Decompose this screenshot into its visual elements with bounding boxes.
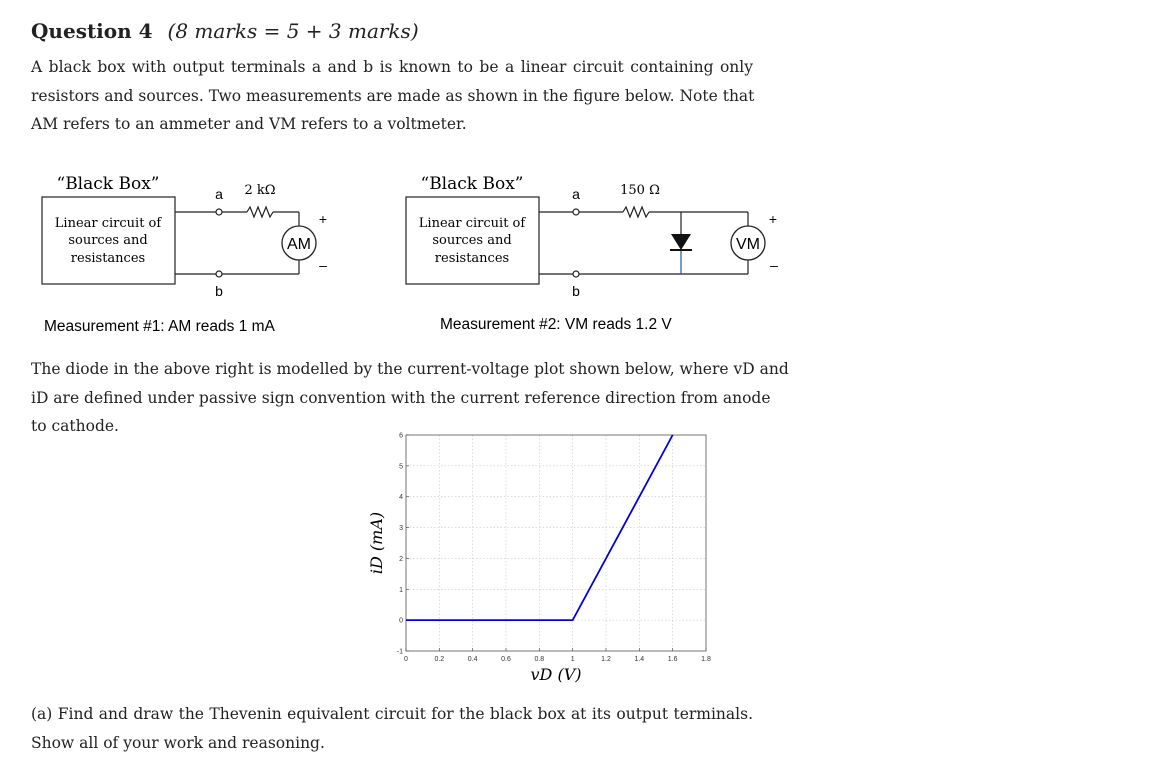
diode-line: iD are defined under passive sign convention with the current reference direction from anode [31,388,771,407]
x-tick-label: 0.4 [467,656,478,663]
x-tick-label: 0.2 [434,656,445,663]
circuit-2-box-title: “Black Box” [420,174,524,194]
terminal-a-node [216,209,222,215]
diode-icon [671,234,691,250]
circuit-2-caption: Measurement #2: VM reads 1.2 V [440,316,672,333]
circuit-1-box-title: “Black Box” [56,174,160,194]
chart-plot-frame [406,435,706,651]
circuit-2-box-line: sources and [432,233,512,248]
circuit-1-resistor-label: 2 kΩ [244,183,276,198]
circuit-2-diagram [380,160,800,340]
x-tick-label: 1.4 [634,656,645,663]
x-tick-label: 1.2 [601,656,611,663]
diode-line: to cathode. [31,417,119,435]
circuit-1-diagram [0,160,380,340]
circuit-1-terminal-a: a [215,186,223,202]
intro-paragraph [31,53,753,139]
chart-ticks [397,433,711,664]
intro-line: AM refers to an ammeter and VM refers to a voltmeter. [31,115,467,133]
y-tick-label: 1 [399,586,403,594]
question-title [31,19,419,43]
y-tick-label: 4 [399,494,403,502]
circuit-2-box-line: Linear circuit of [418,216,526,231]
terminal-b-node [573,271,579,277]
y-tick-label: 3 [399,525,403,533]
question-number: Question 4 [31,19,153,43]
diode-line: The diode in the above right is modelled by the current-voltage plot shown below, where vD and [31,360,789,378]
circuit-2-terminal-a: a [572,186,580,202]
question-marks: (8 marks = 5 + 3 marks) [167,19,419,43]
intro-line: A black box with output terminals a and b is known to be a linear circuit containing only [31,58,753,76]
circuit-1-meter-label: AM [287,236,311,253]
chart-grid [406,435,706,651]
part-a-paragraph [31,700,753,757]
y-tick-label: 2 [399,555,403,563]
terminal-b-node [216,271,222,277]
x-tick-label: 1.8 [701,656,711,663]
part-a-line: Show all of your work and reasoning. [31,733,325,752]
circuit-2-minus: – [770,257,778,273]
y-tick-label: 5 [399,463,403,471]
circuit-1-box-line: sources and [68,233,148,248]
circuit-2-plus: + [768,211,778,227]
circuit-1-plus: + [318,211,328,227]
circuit-1-terminal-b: b [215,283,223,299]
x-tick-label: 0.6 [501,656,511,663]
circuit-2-resistor-label: 150 Ω [620,183,660,198]
circuit-1-caption: Measurement #1: AM reads 1 mA [44,318,275,335]
part-a-line: (a) Find and draw the Thevenin equivalent circuit for the black box at its output terminals. [31,705,753,723]
x-tick-label: 1 [570,656,575,663]
circuit-1-box-line: resistances [70,251,146,266]
x-tick-label: 1.6 [667,656,678,663]
circuit-1-box-line: Linear circuit of [54,216,162,231]
x-tick-label: 0.8 [534,656,545,663]
resistor-150-symbol [623,207,649,217]
y-tick-label: 6 [399,432,403,440]
y-tick-label: -1 [396,648,403,656]
circuit-1-wiring [175,207,299,274]
circuit-2-terminal-b: b [572,283,580,299]
terminal-a-node [573,209,579,215]
y-tick-label: 0 [399,617,403,625]
resistor-2k-symbol [247,207,273,217]
circuit-1-minus: – [319,257,327,273]
circuit-2-wiring [539,207,748,274]
chart-x-axis-label: vD (V) [530,665,582,684]
intro-line: resistors and sources. Two measurements are made as shown in the figure below. Note that [31,86,755,105]
circuit-2-box-line: resistances [434,251,510,266]
x-tick-label: 0 [404,656,408,663]
chart-y-axis-label: iD (mA) [367,511,386,575]
diode-iv-chart [350,425,750,690]
circuit-2-meter-label: VM [736,236,760,253]
